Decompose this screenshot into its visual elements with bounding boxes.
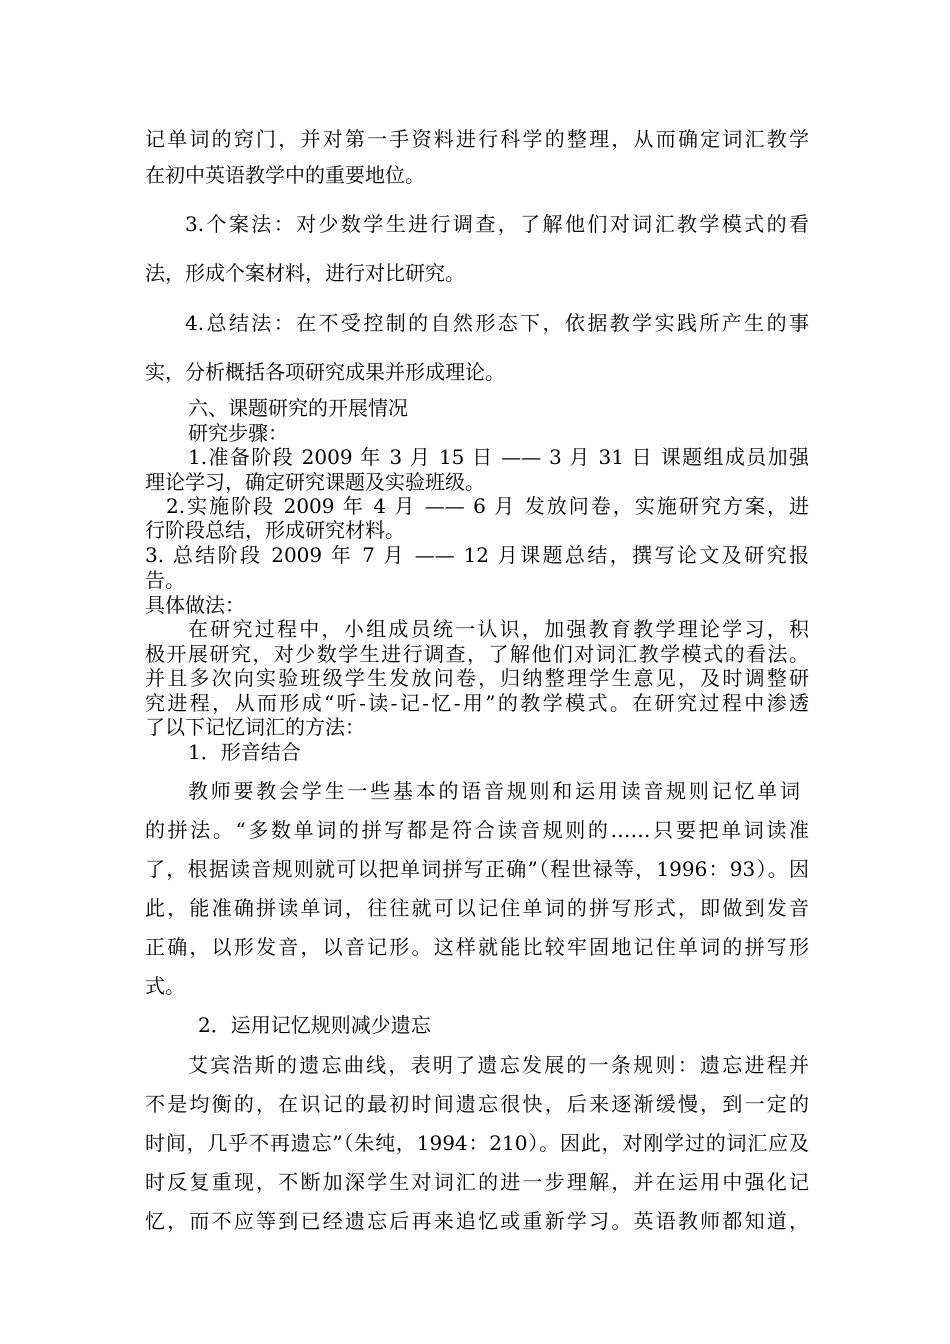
body-line: 记单词的窍门，并对第一手资料进行科学的整理，从而确定词汇教学 xyxy=(145,127,809,151)
body-line: 实，分析概括各项研究成果并形成理论。 xyxy=(145,360,505,384)
body-line: 理论学习，确定研究课题及实验班级。 xyxy=(145,470,485,494)
step-1: 1.准备阶段 2009 年 3 月 15 日 —— 3 月 31 日 课题组成员加强 xyxy=(188,445,809,469)
method-heading-1: 1．形音结合 xyxy=(188,740,301,764)
body-line: 教师要教会学生一些基本的语音规则和运用读音规则记忆单词 xyxy=(188,779,800,803)
body-line: 式。 xyxy=(145,974,185,998)
body-line: 了以下记忆词汇的方法： xyxy=(145,715,365,739)
method-case-study: 3.个案法：对少数学生进行调查，了解他们对词汇教学模式的看 xyxy=(185,212,809,236)
subheading-practice: 具体做法： xyxy=(145,593,245,617)
method-heading-2: 2．运用记忆规则减少遗忘 xyxy=(198,1013,431,1037)
body-line: 时间，几乎不再遗忘”（朱纯，1994：210）。因此，对刚学过的词汇应及 xyxy=(145,1131,809,1155)
section-heading: 六、课题研究的开展情况 xyxy=(188,396,408,420)
body-line: 法，形成个案材料，进行对比研究。 xyxy=(145,261,465,285)
body-line: 了，根据读音规则就可以把单词拼写正确”（程世禄等，1996：93）。因 xyxy=(145,857,809,881)
body-line: 在初中英语教学中的重要地位。 xyxy=(145,163,425,187)
body-line: 行阶段总结，形成研究材料。 xyxy=(145,518,405,542)
subheading-steps: 研究步骤： xyxy=(188,421,288,445)
body-line: 并且多次向实验班级学生发放问卷，归纳整理学生意见，及时调整研 xyxy=(145,666,809,690)
body-line: 此，能准确拼读单词，往往就可以记住单词的拼写形式，即做到发音 xyxy=(145,896,809,920)
method-summary: 4.总结法：在不受控制的自然形态下，依据教学实践所产生的事 xyxy=(185,311,809,335)
body-line: 时反复重现，不断加深学生对词汇的进一步理解，并在运用中强化记 xyxy=(145,1170,809,1194)
body-line: 不是均衡的，在识记的最初时间遗忘很快，后来逐渐缓慢，到一定的 xyxy=(145,1092,809,1116)
body-line: 忆，而不应等到已经遗忘后再来追忆或重新学习。英语教师都知道， xyxy=(145,1209,809,1233)
body-line: 究进程，从而形成“听-读-记-忆-用”的教学模式。在研究过程中渗透 xyxy=(145,691,809,715)
step-3: 3. 总结阶段 2009 年 7 月 —— 12 月课题总结，撰写论文及研究报 xyxy=(145,543,809,567)
body-line: 极开展研究，对少数学生进行调查，了解他们对词汇教学模式的看法。 xyxy=(145,642,809,666)
step-2: 2.实施阶段 2009 年 4 月 —— 6 月 发放问卷，实施研究方案，进 xyxy=(166,494,809,518)
body-line: 在研究过程中，小组成员统一认识，加强教育教学理论学习，积 xyxy=(188,617,809,641)
body-line: 告。 xyxy=(145,568,185,592)
body-line: 的拼法。“多数单词的拼写都是符合读音规则的……只要把单词读准 xyxy=(145,818,809,842)
body-line: 正确，以形发音，以音记形。这样就能比较牢固地记住单词的拼写形 xyxy=(145,935,809,959)
body-line: 艾宾浩斯的遗忘曲线，表明了遗忘发展的一条规则：遗忘进程并 xyxy=(188,1053,809,1077)
